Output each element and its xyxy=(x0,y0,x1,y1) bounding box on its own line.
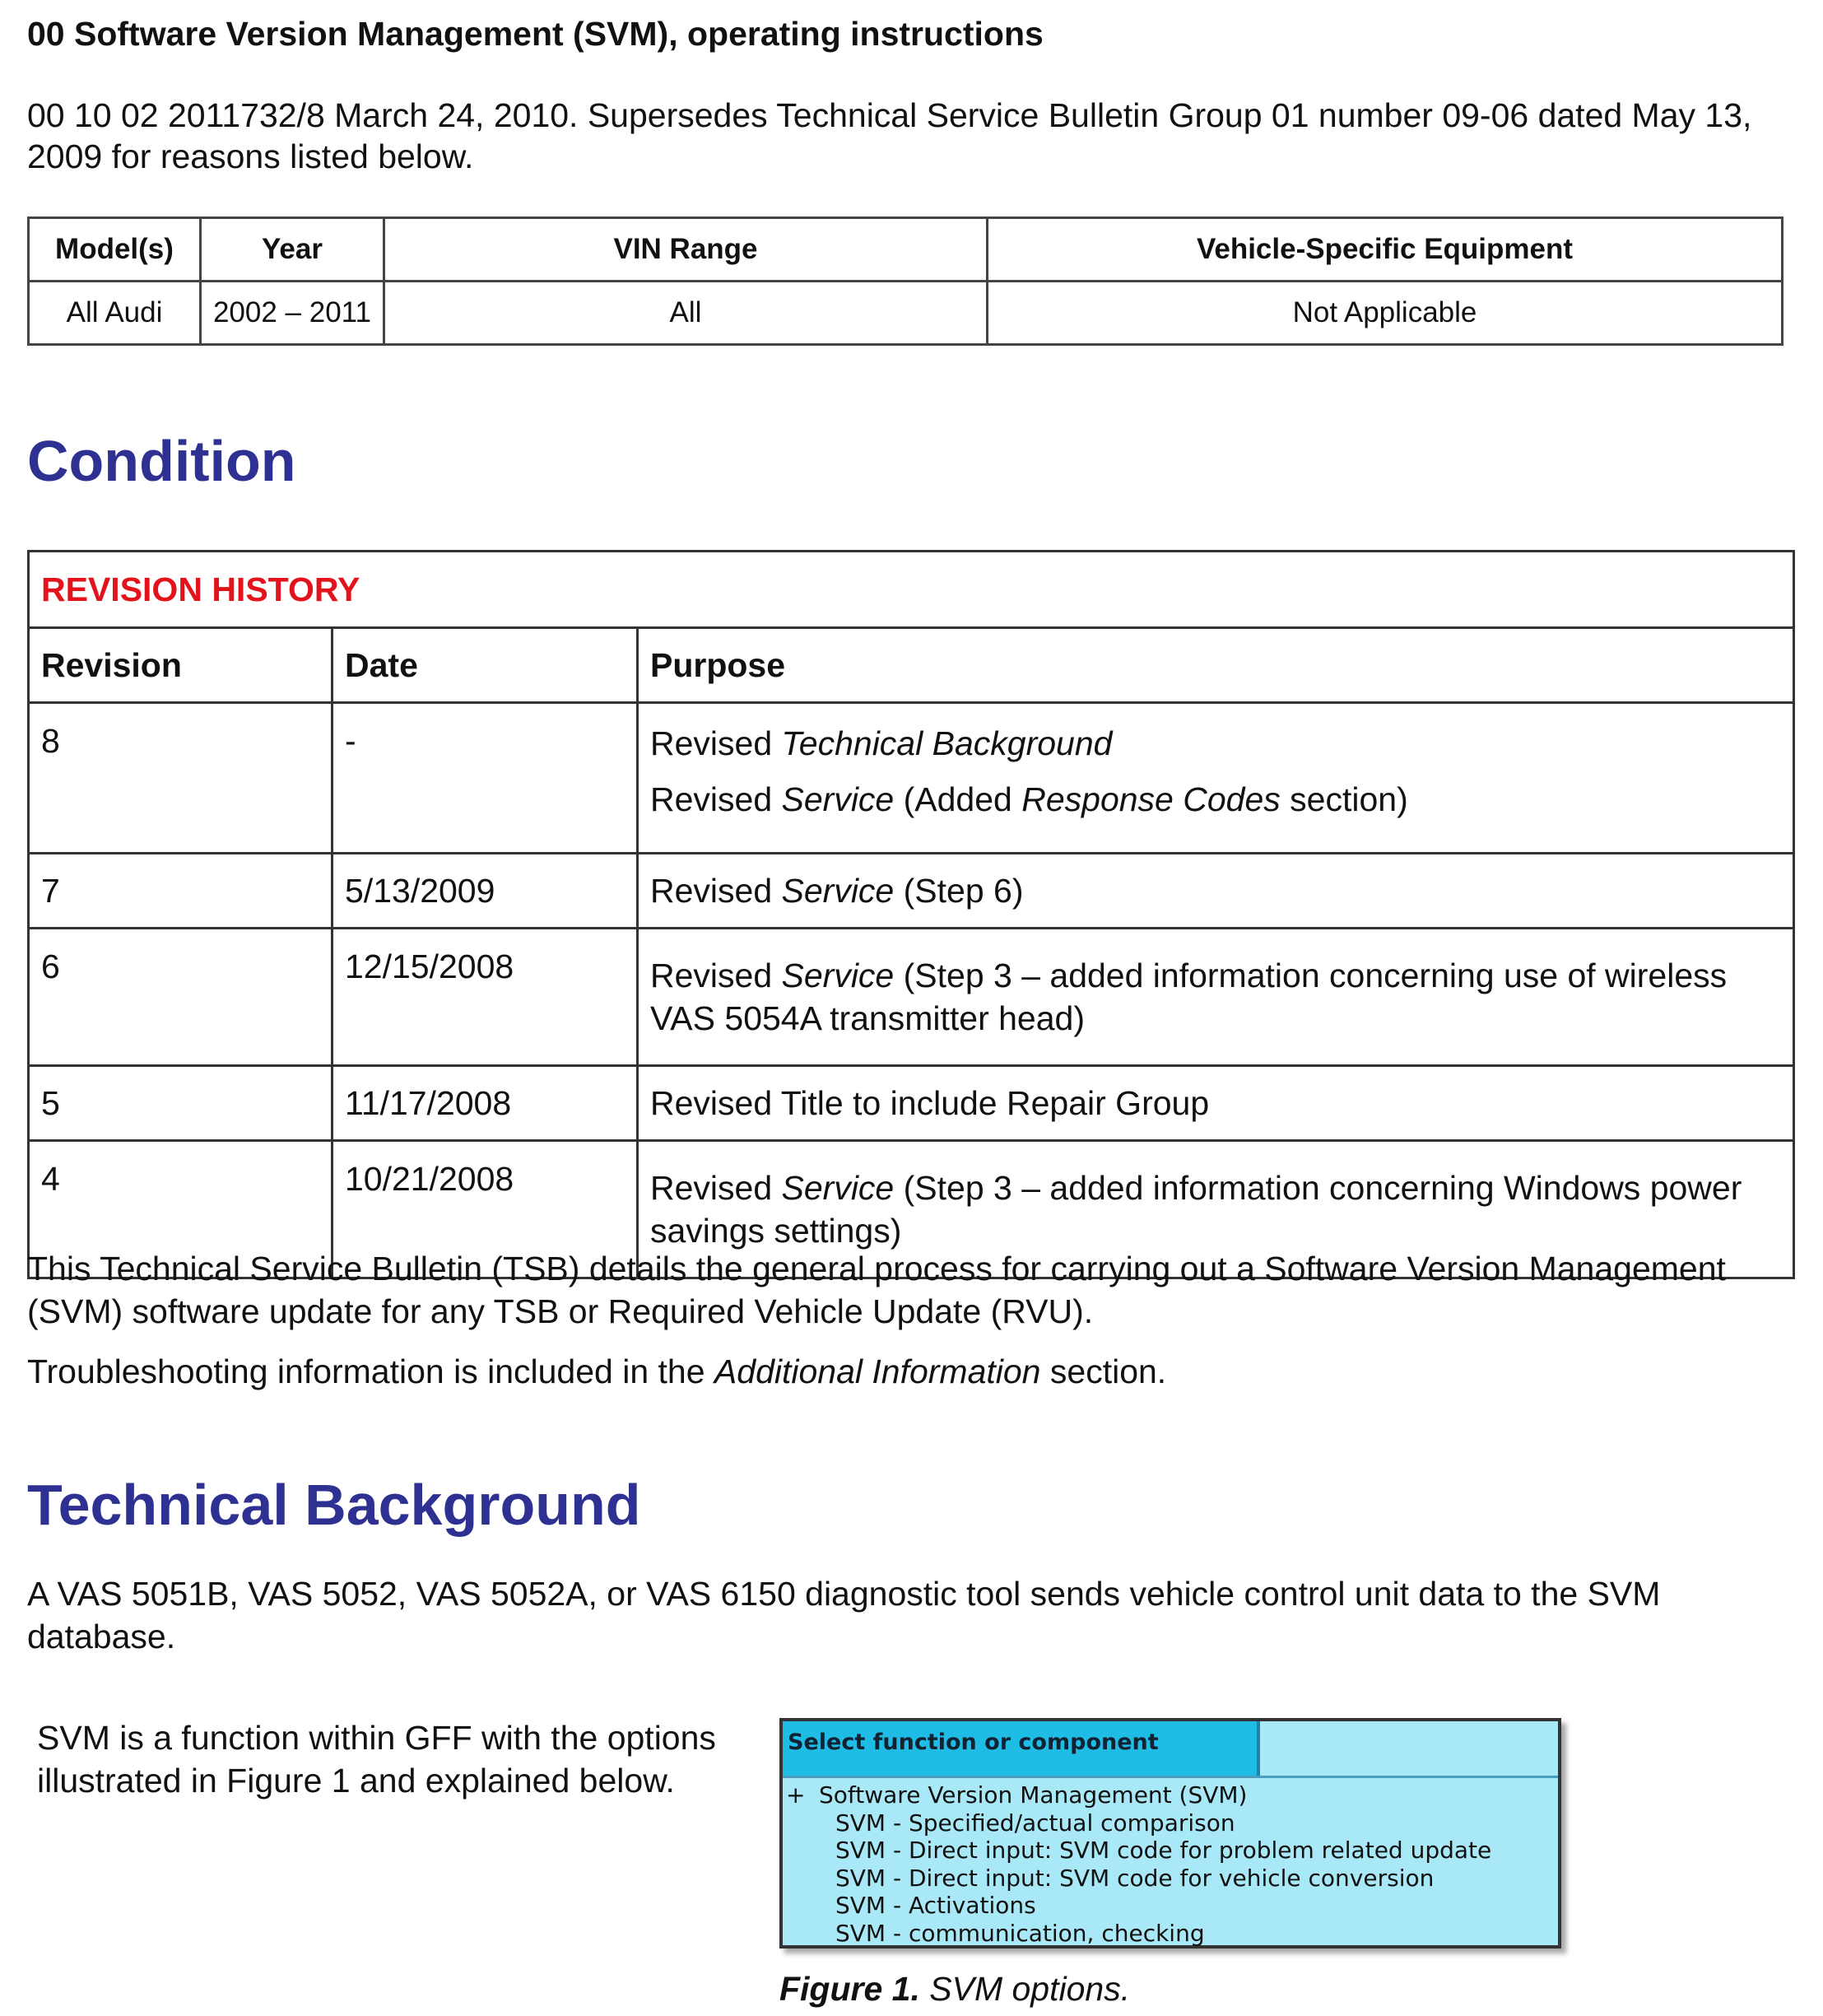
purpose-text: (Added xyxy=(894,780,1022,818)
figure-header-blank xyxy=(1260,1721,1558,1776)
list-item: SVM - Direct input: SVM code for vehicle conversion xyxy=(835,1864,1435,1892)
bulletin-line: 00 10 02 2011732/8 March 24, 2010. Supersedes Technical Service Bulletin Group 01 number 09-06 dated May 13, 2009 for reasons listed below. xyxy=(27,96,1752,175)
date-cell: 12/15/2008 xyxy=(333,929,638,1066)
svm-options-figure xyxy=(779,1718,1561,1948)
date-cell: - xyxy=(333,703,638,854)
paragraph-text: Troubleshooting information is included in the xyxy=(27,1353,714,1390)
table-header-cell: Model(s) xyxy=(29,218,201,282)
revision-cell: 5 xyxy=(29,1066,333,1141)
table-row xyxy=(29,854,1794,929)
purpose-text: (Step 3 – added information concerning Windows power savings settings) xyxy=(650,1169,1742,1250)
document-title: 00 Software Version Management (SVM), operating instructions xyxy=(27,15,1044,53)
revision-cell: 4 xyxy=(29,1141,333,1278)
purpose-emphasis: Technical Background xyxy=(781,724,1113,762)
purpose-emphasis: Service xyxy=(781,871,895,910)
revision-cell: 8 xyxy=(29,703,333,854)
table-header-cell: Year xyxy=(201,218,384,282)
figure-header-label: Select function or component xyxy=(783,1721,1260,1776)
table-cell: All xyxy=(384,282,988,345)
purpose-cell xyxy=(638,703,1794,854)
purpose-text: Revised xyxy=(650,871,782,910)
purpose-cell: Revised Title to include Repair Group xyxy=(638,1066,1794,1141)
list-item: SVM - communication, checking xyxy=(835,1919,1205,1947)
table-cell: Not Applicable xyxy=(988,282,1783,345)
table-header-row xyxy=(29,218,1783,282)
technical-background-heading: Technical Background xyxy=(27,1473,641,1537)
table-header-cell: Revision xyxy=(29,628,333,703)
expand-plus-icon: + xyxy=(786,1781,806,1809)
date-cell: 11/17/2008 xyxy=(333,1066,638,1141)
list-item: SVM - Direct input: SVM code for problem related update xyxy=(835,1837,1492,1864)
purpose-emphasis: Service xyxy=(781,1169,895,1207)
svm-description: SVM is a function within GFF with the options illustrated in Figure 1 and explained below. xyxy=(37,1719,716,1800)
table-header-cell: VIN Range xyxy=(384,218,988,282)
table-row xyxy=(29,282,1783,345)
table-header-cell: Purpose xyxy=(638,628,1794,703)
list-item: SVM - Specified/actual comparison xyxy=(835,1809,1235,1837)
purpose-text: Revised xyxy=(650,724,782,762)
condition-heading: Condition xyxy=(27,429,296,493)
purpose-text: Revised xyxy=(650,957,782,994)
purpose-text: Revised xyxy=(650,1169,782,1207)
figure-header xyxy=(783,1721,1558,1778)
technical-background-paragraph: A VAS 5051B, VAS 5052, VAS 5052A, or VAS 6150 diagnostic tool sends vehicle control unit data to the SVM database. xyxy=(27,1575,1661,1655)
table-row xyxy=(29,1066,1794,1141)
table-header-cell: Vehicle-Specific Equipment xyxy=(988,218,1783,282)
purpose-cell xyxy=(638,929,1794,1066)
table-header-row xyxy=(29,628,1794,703)
purpose-emphasis: Response Codes xyxy=(1021,780,1281,818)
model-applicability-table xyxy=(27,216,1783,346)
date-cell: 5/13/2009 xyxy=(333,854,638,929)
figure-caption-text: SVM options. xyxy=(919,1970,1131,2008)
revision-cell: 6 xyxy=(29,929,333,1066)
revision-history-title: REVISION HISTORY xyxy=(29,552,1794,628)
purpose-text: section) xyxy=(1280,780,1408,818)
table-row xyxy=(29,703,1794,854)
purpose-emphasis: Service xyxy=(781,957,895,994)
table-cell: 2002 – 2011 xyxy=(201,282,384,345)
figure-caption-label: Figure 1. xyxy=(779,1970,920,2008)
table-cell: All Audi xyxy=(29,282,201,345)
purpose-text: (Step 6) xyxy=(894,871,1024,910)
table-row xyxy=(29,929,1794,1066)
revision-history-table xyxy=(27,550,1795,1279)
troubleshooting-paragraph xyxy=(27,1350,1788,1393)
purpose-text: Revised xyxy=(650,780,782,818)
figure-caption xyxy=(779,1970,1130,2009)
purpose-cell xyxy=(638,854,1794,929)
paragraph-text: section. xyxy=(1040,1353,1167,1390)
date-cell: 10/21/2008 xyxy=(333,1141,638,1278)
purpose-text: (Step 3 – added information concerning use of wireless VAS 5054A transmitter head) xyxy=(650,957,1728,1037)
purpose-emphasis: Service xyxy=(781,780,895,818)
revision-cell: 7 xyxy=(29,854,333,929)
condition-paragraph: This Technical Service Bulletin (TSB) details the general process for carrying out a Software Version Management (SVM) software update for any TSB or Required Vehicle Update (RVU). xyxy=(27,1250,1726,1330)
svm-options-list xyxy=(783,1778,1558,1947)
list-item-root xyxy=(786,1781,1558,1809)
paragraph-emphasis: Additional Information xyxy=(714,1353,1041,1390)
list-item-label: Software Version Management (SVM) xyxy=(819,1781,1248,1809)
list-item: SVM - Activations xyxy=(835,1892,1036,1919)
table-header-cell: Date xyxy=(333,628,638,703)
